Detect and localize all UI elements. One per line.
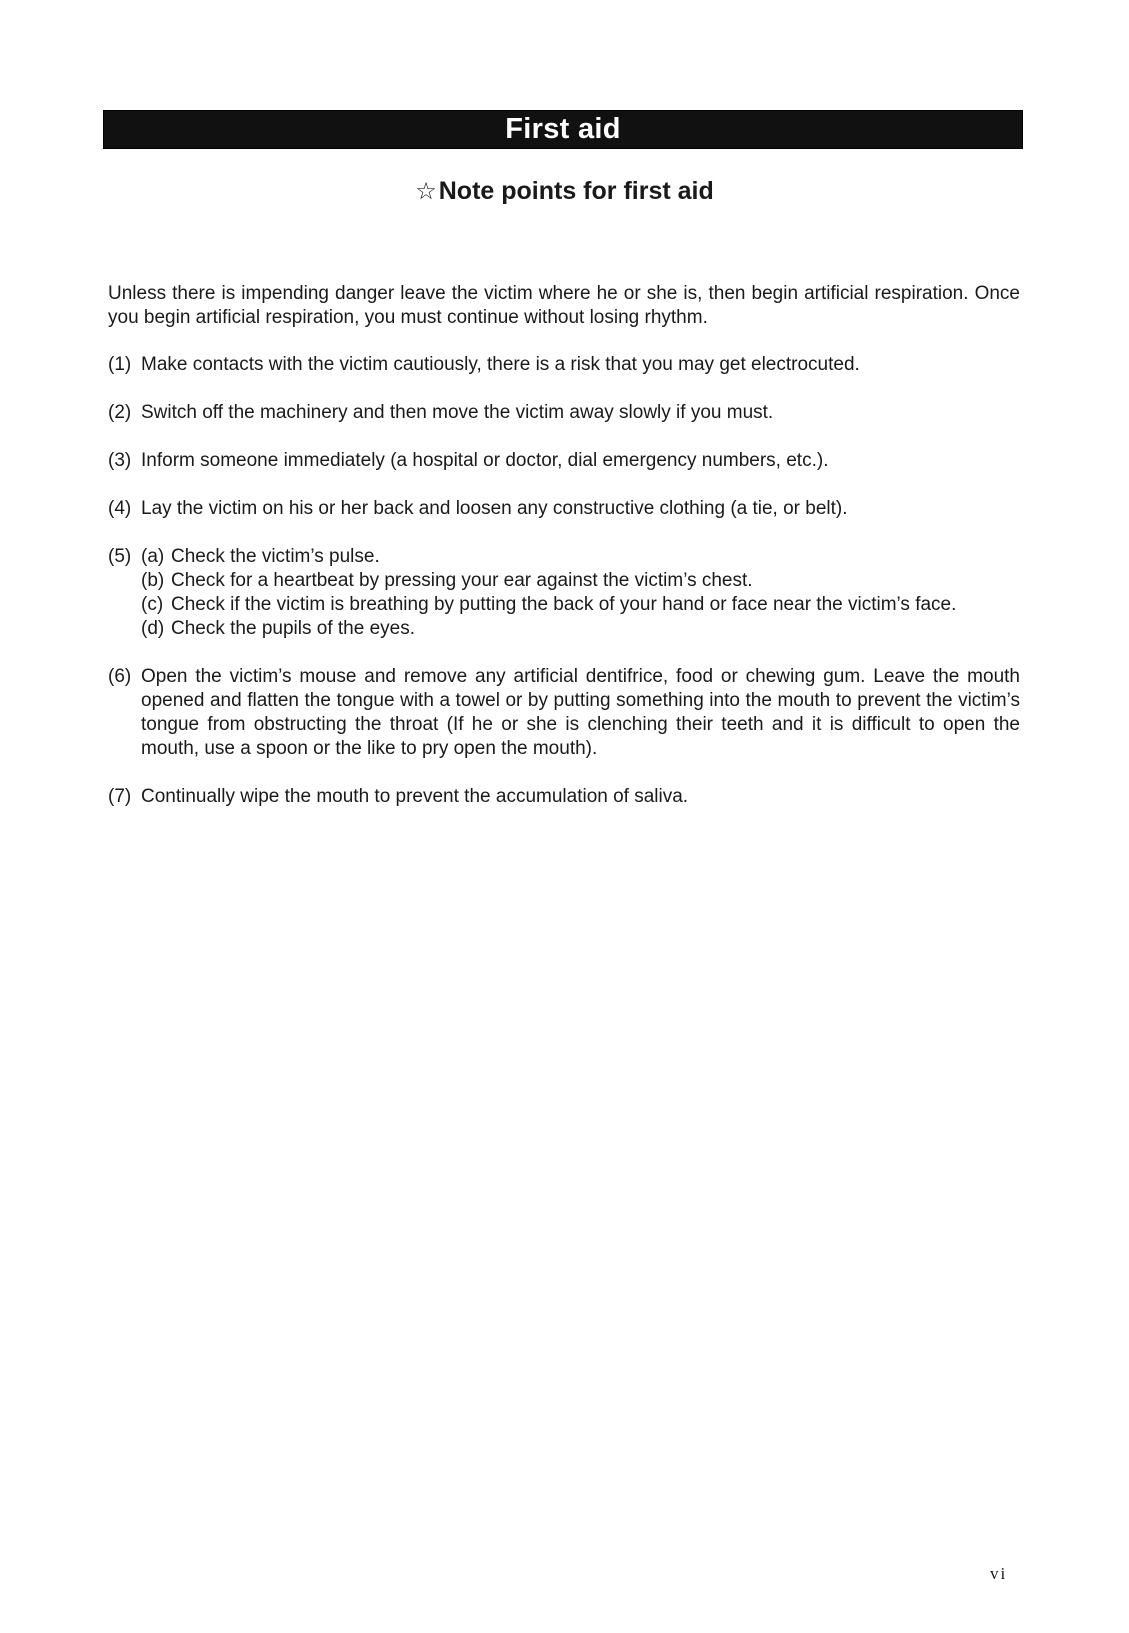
content-body [108,282,1020,833]
sub-list [141,545,1020,641]
page-number: vi [990,1564,1008,1583]
item-number: (1) [108,354,132,375]
sub-item-d [141,617,1020,641]
list-item-7 [108,785,1020,809]
item-text: Make contacts with the victim cautiously, there is a risk that you may get electrocuted. [141,354,860,375]
item-text: Continually wipe the mouth to prevent the accumulation of saliva. [141,786,689,807]
item-number: (7) [108,786,132,807]
list-item-1 [108,353,1020,377]
sub-item-a [141,545,1020,569]
sub-item-c [141,593,1020,617]
list-item-2 [108,401,1020,425]
sub-item-text: Check for a heartbeat by pressing your ear against the victim’s chest. [171,570,753,591]
list-item-4 [108,497,1020,521]
list-item-6 [108,665,1020,761]
section-header-bar [103,110,1023,149]
sub-item-text: Check if the victim is breathing by putting the back of your hand or face near the victim’s face. [171,594,957,615]
section-title: First aid [505,113,621,145]
star-icon: ☆ [415,178,437,205]
sub-item-letter: (a) [141,546,165,567]
list-item-5 [108,545,1020,641]
item-text: Inform someone immediately (a hospital or doctor, dial emergency numbers, etc.). [141,450,829,471]
item-number: (4) [108,498,132,519]
subtitle [0,175,1129,208]
item-text: Switch off the machinery and then move the victim away slowly if you must. [141,402,774,423]
item-number: (5) [108,546,132,567]
list-item-3 [108,449,1020,473]
item-number: (3) [108,450,132,471]
sub-item-letter: (b) [141,570,165,591]
subtitle-text: Note points for first aid [438,177,714,205]
sub-item-letter: (d) [141,618,165,639]
item-number: (6) [108,666,132,687]
intro-paragraph: Unless there is impending danger leave the victim where he or she is, then begin artificial respiration. Once you begin artificial respiration, you must continue without losing rhythm. [108,283,1020,328]
item-text: Lay the victim on his or her back and loosen any constructive clothing (a tie, or belt). [141,498,848,519]
item-text: Open the victim’s mouse and remove any artificial dentifrice, food or chewing gum. Leave the mouth opened and flatten the tongue with a towel or by putting something into the mouth to prevent the victim’s tongue from obstructing the throat (If he or she is clenching their teeth and it is difficult to open the mouth, use a spoon or the like to pry open the mouth). [141,666,1020,759]
sub-item-text: Check the pupils of the eyes. [171,618,415,639]
sub-item-b [141,569,1020,593]
sub-item-text: Check the victim’s pulse. [171,546,380,567]
sub-item-letter: (c) [141,594,164,615]
item-number: (2) [108,402,132,423]
